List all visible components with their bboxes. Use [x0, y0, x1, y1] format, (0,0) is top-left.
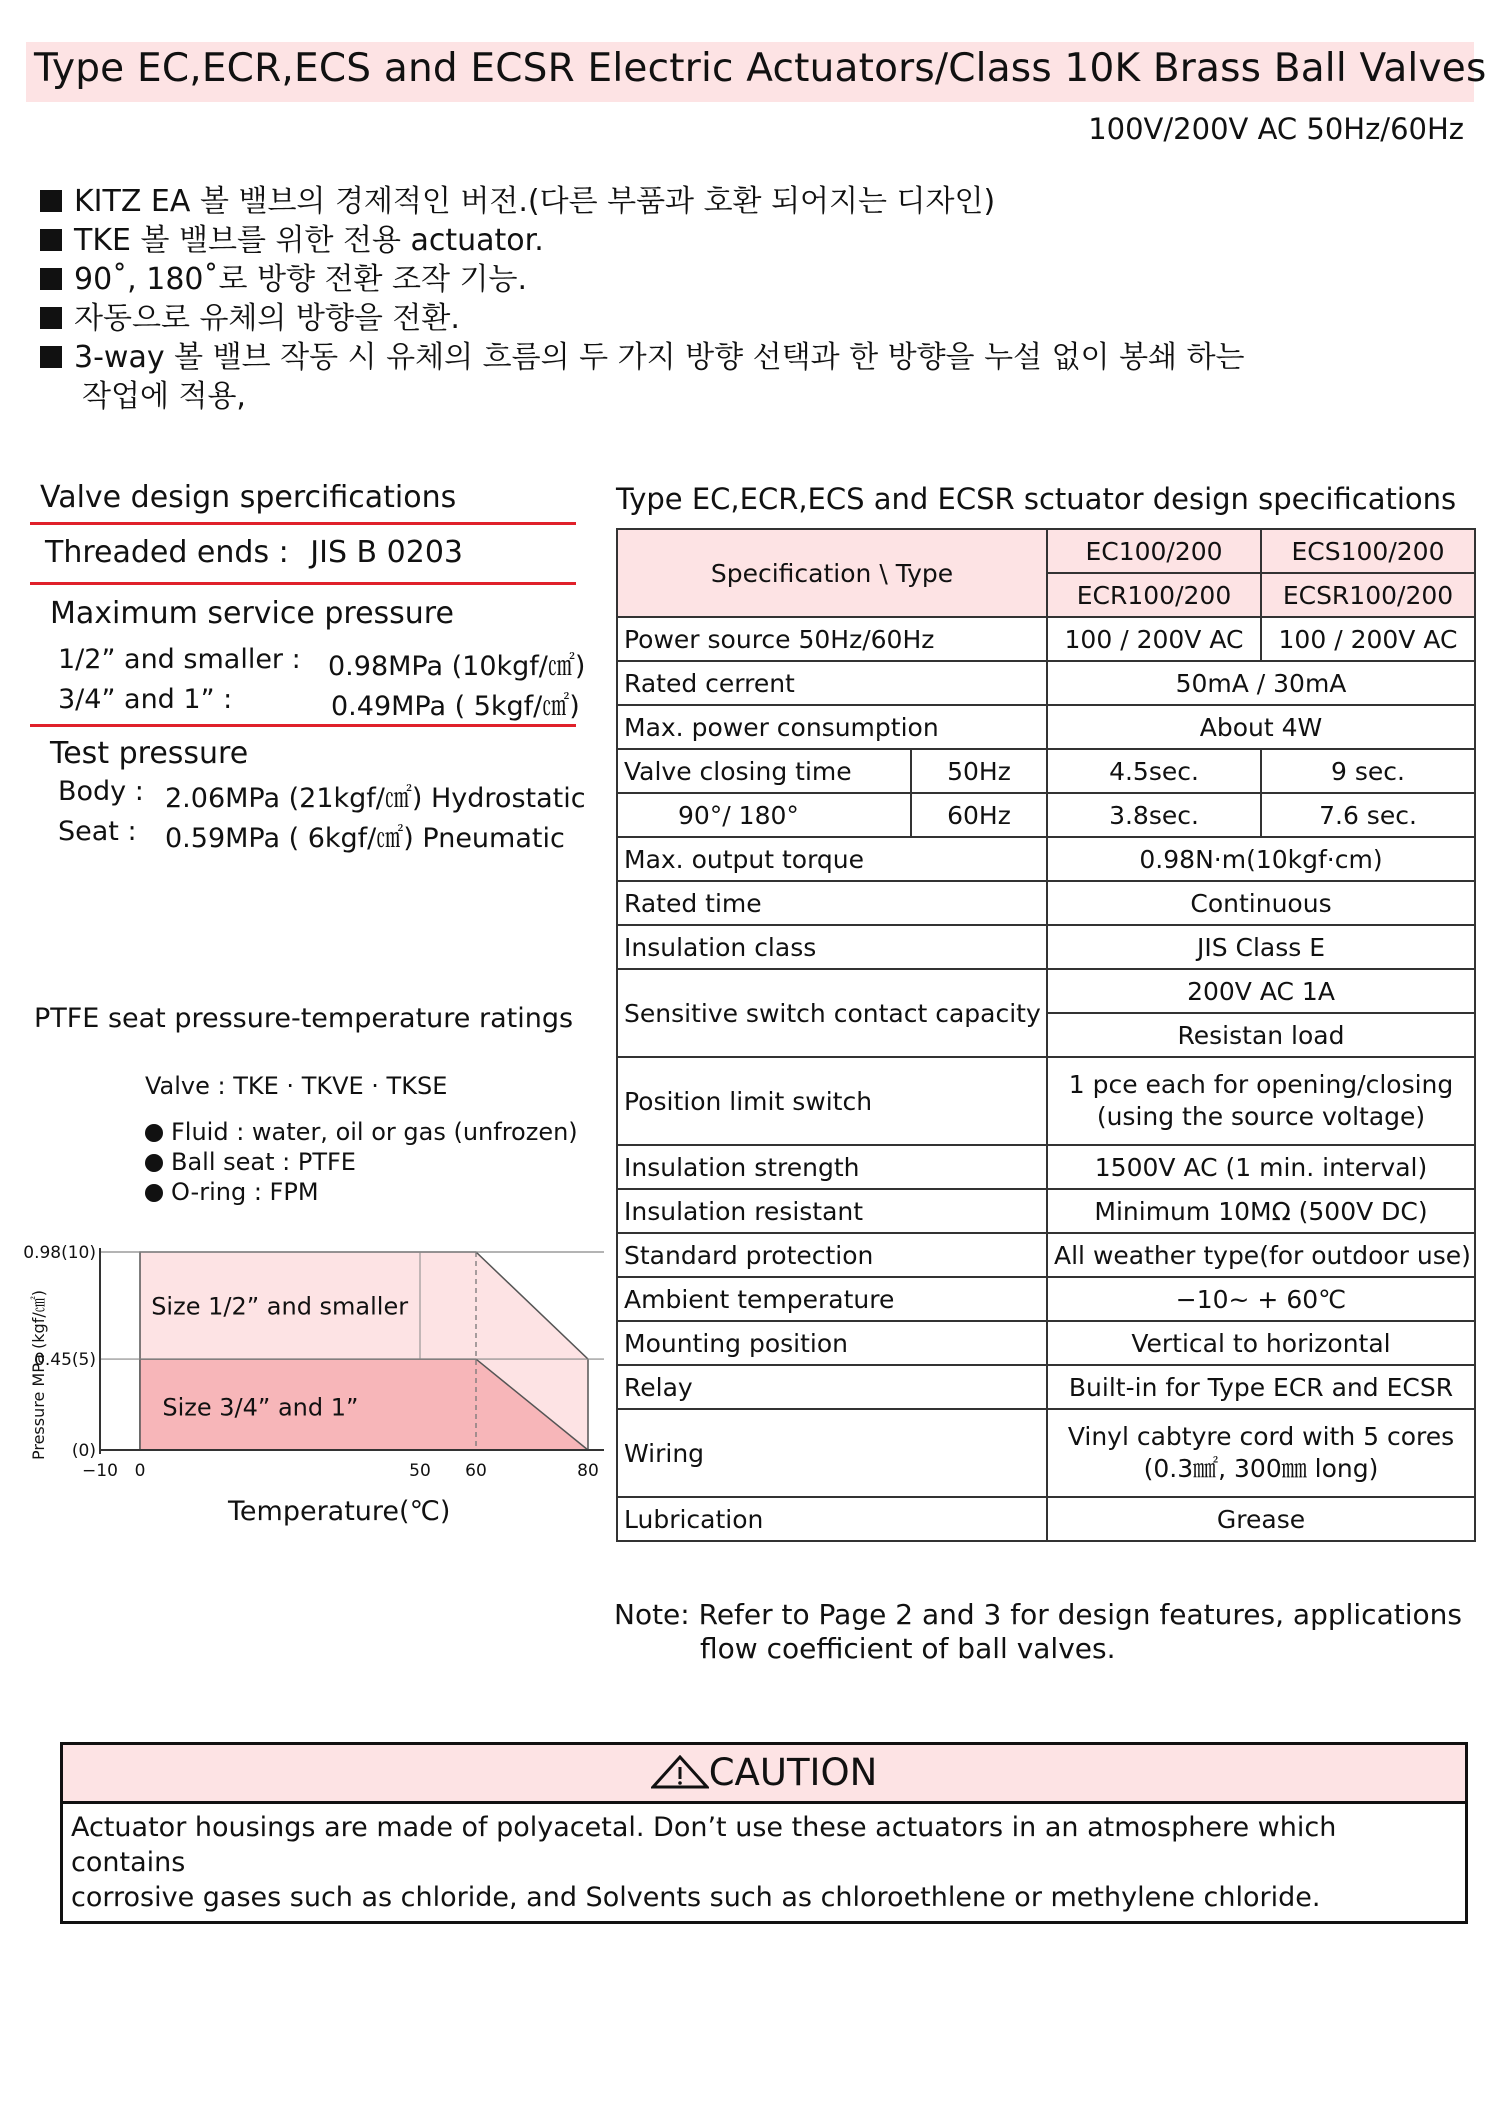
list-item: 90˚, 180˚로 방향 전환 조작 기능. [40, 260, 1245, 299]
valve-types: Valve : TKE · TKVE · TKSE [145, 1072, 448, 1100]
row-label: Max. power consumption [617, 705, 1047, 749]
table-row [617, 1365, 1475, 1409]
row-label: Mounting position [617, 1321, 1047, 1365]
ptfe-title: PTFE seat pressure-temperature ratings [34, 1003, 574, 1034]
table-row [617, 793, 1475, 837]
row-label: Insulation strength [617, 1145, 1047, 1189]
table-row [617, 969, 1475, 1013]
table-caption: Type EC,ECR,ECS and ECSR sctuator design specifications [616, 482, 1457, 516]
page-title: Type EC,ECR,ECS and ECSR Electric Actuators/Class 10K Brass Ball Valves [34, 46, 1487, 91]
row-value: 1500V AC (1 min. interval) [1047, 1145, 1475, 1189]
test-seat-label: Seat : [58, 816, 137, 847]
row-label: Lubrication [617, 1497, 1047, 1541]
list-item: Fluid : water, oil or gas (unfrozen) [145, 1118, 578, 1146]
test-seat-value: 0.59MPa ( 6kgf/㎠) Pneumatic [165, 823, 565, 854]
row-label: Relay [617, 1365, 1047, 1409]
feature-list [40, 182, 1245, 416]
square-bullet-icon [40, 307, 62, 329]
chart-ylabel: Pressure MPa (kgf/㎠) [29, 1290, 48, 1460]
table-row [617, 749, 1475, 793]
row-label: Power source 50Hz/60Hz [617, 617, 1047, 661]
dot-bullet-icon [145, 1154, 163, 1172]
square-bullet-icon [40, 229, 62, 251]
warning-icon [651, 1755, 709, 1789]
square-bullet-icon [40, 346, 62, 368]
x-tick-label: 50 [409, 1461, 431, 1481]
valve-spec-heading: Valve design spercifications [40, 480, 457, 515]
row-label: Standard protection [617, 1233, 1047, 1277]
caution-text: Actuator housings are made of polyacetal. Don’t use these actuators in an atmosphere which contains corrosive gases such as chloride, and Solvents such as chloroethlene or methylene chloride. [71, 1812, 1337, 1913]
row-label: Sensitive switch contact capacity [617, 969, 1047, 1057]
table-row [617, 705, 1475, 749]
row-value: 1 pce each for opening/closing (using the source voltage) [1047, 1057, 1475, 1145]
header-ecsr: ECSR100/200 [1261, 573, 1475, 617]
row-value: 4.5sec. [1047, 749, 1261, 793]
x-tick-label: 60 [465, 1461, 487, 1481]
table-row [617, 1497, 1475, 1541]
dot-bullet-icon [145, 1124, 163, 1142]
row-value: Resistan load [1047, 1013, 1475, 1057]
row-value: All weather type(for outdoor use) [1047, 1233, 1475, 1277]
row-label: Rated time [617, 881, 1047, 925]
row-value: 100 / 200V AC [1047, 617, 1261, 661]
table-note: Note: Refer to Page 2 and 3 for design features, applications flow coefficient of ball valves. [614, 1598, 1462, 1665]
square-bullet-icon [40, 268, 62, 290]
caution-title: CAUTION [708, 1751, 878, 1794]
table-row [617, 1321, 1475, 1365]
row-value: Minimum 10MΩ (500V DC) [1047, 1189, 1475, 1233]
row-value: 200V AC 1A [1047, 969, 1475, 1013]
row-label: Insulation class [617, 925, 1047, 969]
x-tick-label: −10 [82, 1461, 118, 1481]
table-row [617, 1145, 1475, 1189]
header-spec-type: Specification \ Type [617, 529, 1047, 617]
header-ecr: ECR100/200 [1047, 573, 1261, 617]
list-item: 자동으로 유체의 방향을 전환. [40, 299, 1245, 338]
red-divider [30, 522, 576, 525]
row-value: JIS Class E [1047, 925, 1475, 969]
row-value: 3.8sec. [1047, 793, 1261, 837]
max-pressure-heading: Maximum service pressure [50, 596, 454, 631]
actuator-spec-table [616, 528, 1476, 1542]
row-label: Ambient temperature [617, 1277, 1047, 1321]
table-row [617, 529, 1475, 573]
x-tick-label: 0 [134, 1461, 146, 1481]
x-tick-label: 80 [577, 1461, 599, 1481]
series-label-2: Size 3/4” and 1” [162, 1393, 359, 1422]
table-row [617, 617, 1475, 661]
caution-header [63, 1745, 1465, 1804]
list-item-continuation: 작업에 적용, [82, 379, 246, 414]
header-ecs: ECS100/200 [1261, 529, 1475, 573]
y-tick-label: (0) [71, 1441, 96, 1461]
threaded-ends: Threaded ends : JIS B 0203 [45, 535, 464, 570]
caution-box [60, 1742, 1468, 1924]
row-value: 0.98N·m(10kgf·cm) [1047, 837, 1475, 881]
test-body-label: Body : [58, 776, 144, 807]
power-subtitle: 100V/200V AC 50Hz/60Hz [1088, 112, 1464, 146]
square-bullet-icon [40, 190, 62, 212]
mp-row-value: 0.98MPa (10kgf/㎠) [328, 651, 586, 682]
table-row [617, 881, 1475, 925]
pressure-temperature-chart [20, 1230, 620, 1550]
table-row [617, 661, 1475, 705]
red-divider [30, 582, 576, 585]
table-row [617, 1189, 1475, 1233]
y-tick-label: 0.98(10) [23, 1243, 96, 1263]
row-hz: 50Hz [911, 749, 1047, 793]
row-label: Position limit switch [617, 1057, 1047, 1145]
table-row [617, 1409, 1475, 1497]
list-item: KITZ EA 볼 밸브의 경제적인 버전.(다른 부품과 호환 되어지는 디자인) [40, 182, 1245, 221]
row-label: Wiring [617, 1409, 1047, 1497]
test-body-value: 2.06MPa (21kgf/㎠) Hydrostatic [165, 783, 586, 814]
table-row [617, 1233, 1475, 1277]
dot-bullet-icon [145, 1184, 163, 1202]
row-value: 50mA / 30mA [1047, 661, 1475, 705]
header-ec: EC100/200 [1047, 529, 1261, 573]
row-value: −10~ + 60℃ [1047, 1277, 1475, 1321]
mp-row-value: 0.49MPa ( 5kgf/㎠) [331, 691, 580, 722]
row-value: 7.6 sec. [1261, 793, 1475, 837]
list-item: Ball seat : PTFE [145, 1148, 356, 1176]
row-label: Valve closing time [617, 749, 911, 793]
row-label: Rated cerrent [617, 661, 1047, 705]
row-label: 90°/ 180° [617, 793, 911, 837]
test-pressure-heading: Test pressure [50, 736, 249, 771]
row-value: About 4W [1047, 705, 1475, 749]
list-item: O-ring : FPM [145, 1178, 319, 1206]
row-hz: 60Hz [911, 793, 1047, 837]
mp-row-label: 3/4” and 1” : [58, 684, 233, 715]
table-row [617, 1277, 1475, 1321]
chart-xlabel: Temperature(℃) [228, 1496, 451, 1527]
list-item: TKE 볼 밸브를 위한 전용 actuator. [40, 221, 1245, 260]
table-row [617, 837, 1475, 881]
mp-row-label: 1/2” and smaller : [58, 644, 301, 675]
row-value: 9 sec. [1261, 749, 1475, 793]
row-label: Max. output torque [617, 837, 1047, 881]
row-value: Vinyl cabtyre cord with 5 cores (0.3㎟, 300㎜ long) [1047, 1409, 1475, 1497]
row-value: Grease [1047, 1497, 1475, 1541]
row-value: Continuous [1047, 881, 1475, 925]
row-value: Vertical to horizontal [1047, 1321, 1475, 1365]
red-divider [30, 724, 576, 727]
y-tick-label: 0.45(5) [34, 1350, 96, 1371]
series-label-1: Size 1/2” and smaller [151, 1292, 409, 1321]
row-label: Insulation resistant [617, 1189, 1047, 1233]
list-item: 3-way 볼 밸브 작동 시 유체의 흐름의 두 가지 방향 선택과 한 방향을 누설 없이 봉쇄 하는 [40, 338, 1245, 377]
row-value: Built-in for Type ECR and ECSR [1047, 1365, 1475, 1409]
table-row [617, 1057, 1475, 1145]
table-row [617, 925, 1475, 969]
row-value: 100 / 200V AC [1261, 617, 1475, 661]
